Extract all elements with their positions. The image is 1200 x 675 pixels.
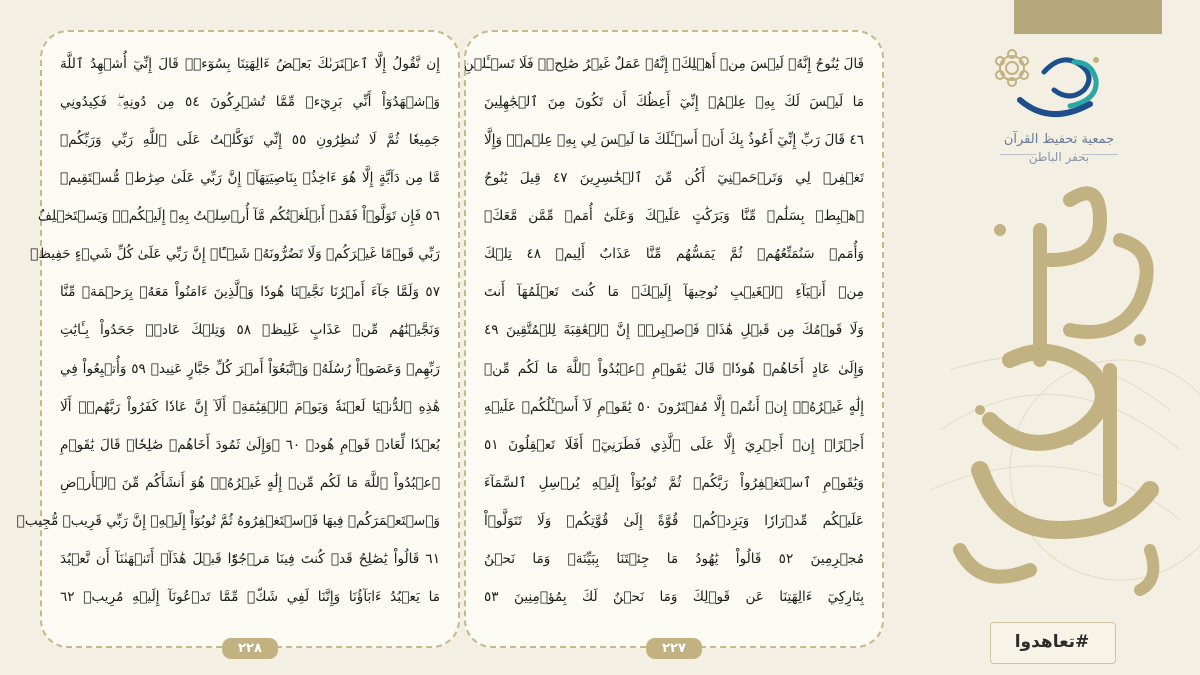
text-line: أَجۡرًاۖ إِنۡ أَجۡرِيَ إِلَّا عَلَى ٱلَّذِي فَطَرَنِيٓۚ أَفَلَا تَعۡقِلُونَ ٥١ <box>484 436 864 453</box>
text-line: ٱعۡبُدُواْ ٱللَّهَ مَا لَكُم مِّنۡ إِلَٰهٍ غَيۡرُهُۥۖ هُوَ أَنشَأَكُم مِّنَ ٱلۡأَرۡضِ <box>60 474 440 491</box>
corner-decoration <box>1014 0 1162 34</box>
text-line: وَيَٰقَوۡمِ ٱسۡتَغۡفِرُواْ رَبَّكُمۡ ثُمَّ تُوبُوٓاْ إِلَيۡهِ يُرۡسِلِ ٱلسَّمَآءَ <box>484 474 864 491</box>
text-line: عَلَيۡكُم مِّدۡرَارٗا وَيَزِدۡكُمۡ قُوَّةً إِلَىٰ قُوَّتِكُمۡ وَلَا تَتَوَلَّوۡاْ <box>484 512 864 529</box>
calligraphy-artwork <box>920 170 1190 610</box>
text-line: ٦١ قَالُواْ يَٰصَٰلِحُ قَدۡ كُنتَ فِينَا مَرۡجُوّٗا قَبۡلَ هَٰذَآۖ أَتَنۡهَىٰنَآ أَن نَّعۡبُدَ <box>60 550 440 567</box>
text-line: وَٱسۡتَعۡمَرَكُمۡ فِيهَا فَٱسۡتَغۡفِرُوهُ ثُمَّ تُوبُوٓاْ إِلَيۡهِۚ إِنَّ رَبِّي قَرِيبٞ مُّجِيبٞ <box>16 512 440 529</box>
page-text <box>16 50 441 612</box>
text-line: مِنۡ أَنۢبَآءِ ٱلۡغَيۡبِ نُوحِيهَآ إِلَيۡكَۖ مَا كُنتَ تَعۡلَمُهَآ أَنتَ <box>484 284 864 301</box>
text-line: وَلَا قَوۡمُكَ مِن قَبۡلِ هَٰذَاۖ فَٱصۡبِرۡۖ إِنَّ ٱلۡعَٰقِبَةَ لِلۡمُتَّقِينَ ٤٩ <box>484 322 864 339</box>
text-line: وَأُمَمٞ سَنُمَتِّعُهُمۡ ثُمَّ يَمَسُّهُم مِّنَّا عَذَابٌ أَلِيمٞ ٤٨ تِلۡكَ <box>484 246 864 263</box>
text-line: مَا لَيۡسَ لَكَ بِهِۦ عِلۡمٌۖ إِنِّيٓ أَعِظُكَ أَن تَكُونَ مِنَ ٱلۡجَٰهِلِينَ <box>484 94 864 111</box>
text-line: إِلَٰهٍ غَيۡرُهُۥٓۖ إِنۡ أَنتُمۡ إِلَّا مُفۡتَرُونَ ٥٠ يَٰقَوۡمِ لَآ أَسۡـَٔلُكُمۡ عَلَيۡهِ <box>484 398 864 415</box>
organization-city: بحفر الباطن <box>1028 150 1090 164</box>
text-line: مُجۡرِمِينَ ٥٢ قَالُواْ يَٰهُودُ مَا جِئۡتَنَا بِبَيِّنَةٖ وَمَا نَحۡنُ <box>484 550 864 567</box>
text-line: رَبِّهِمۡ وَعَصَوۡاْ رُسُلَهُۥ وَٱتَّبَعُوٓاْ أَمۡرَ كُلِّ جَبَّارٍ عَنِيدٖ ٥٩ وَأُتۡبِعُواْ فِي <box>60 360 440 377</box>
calligraphy-word-icon <box>920 170 1190 610</box>
text-line: وَٱشۡهَدُوٓاْ أَنِّي بَرِيٓءٞ مِّمَّا تُشۡرِكُونَ ٥٤ مِن دُونِهِۦۖ فَكِيدُونِي <box>60 94 440 111</box>
logo-mark-icon <box>984 42 1134 132</box>
text-line: بِتَارِكِيٓ ءَالِهَتِنَا عَن قَوۡلِكَ وَمَا نَحۡنُ لَكَ بِمُؤۡمِنِينَ ٥٣ <box>484 588 864 605</box>
text-line: هَٰذِهِ ٱلدُّنۡيَا لَعۡنَةٗ وَيَوۡمَ ٱلۡقِيَٰمَةِۗ أَلَآ إِنَّ عَادٗا كَفَرُواْ رَبَّهُمۡۗ أَلَا <box>60 398 440 415</box>
page-number: ٢٢٧ <box>646 638 702 659</box>
text-line: بُعۡدٗا لِّعَادٖ قَوۡمِ هُودٖ ٦٠ ۞وَإِلَىٰ ثَمُودَ أَخَاهُمۡ صَٰلِحٗاۚ قَالَ يَٰقَوۡمِ <box>60 436 441 453</box>
text-line: رَبِّي قَوۡمًا غَيۡرَكُمۡ وَلَا تَضُرُّونَهُۥ شَيۡـًٔاۚ إِنَّ رَبِّي عَلَىٰ كُلِّ شَيۡءٍ حَفِيظٞ <box>30 246 440 263</box>
text-line: وَنَجَّيۡنَٰهُم مِّنۡ عَذَابٍ غَلِيظٖ ٥٨ وَتِلۡكَ عَادٞۖ جَحَدُواْ بِـَٔايَٰتِ <box>60 322 441 339</box>
text-line: مَّا مِن دَآبَّةٍ إِلَّا هُوَ ءَاخِذُۢ بِنَاصِيَتِهَآۚ إِنَّ رَبِّي عَلَىٰ صِرَٰطٖ مُّسۡتَقِيمٖ <box>60 170 440 187</box>
text-line: ٤٦ قَالَ رَبِّ إِنِّيٓ أَعُوذُ بِكَ أَنۡ أَسۡـَٔلَكَ مَا لَيۡسَ لِي بِهِۦ عِلۡمٞۖ وَإِلَّا <box>484 132 864 149</box>
text-line: ٥٧ وَلَمَّا جَآءَ أَمۡرُنَا نَجَّيۡنَا هُودٗا وَٱلَّذِينَ ءَامَنُواْ مَعَهُۥ بِرَحۡمَةٖ مِّنَّا <box>60 284 440 301</box>
text-line: وَإِلَىٰ عَادٍ أَخَاهُمۡ هُودٗاۚ قَالَ يَٰقَوۡمِ ٱعۡبُدُواْ ٱللَّهَ مَا لَكُم مِّنۡ <box>484 360 864 377</box>
text-line: مَا يَعۡبُدُ ءَابَآؤُنَا وَإِنَّنَا لَفِي شَكّٖ مِّمَّا تَدۡعُونَآ إِلَيۡهِ مُرِيبٖ ٦٢ <box>60 588 440 605</box>
text-line: ٱهۡبِطۡ بِسَلَٰمٖ مِّنَّا وَبَرَكَٰتٍ عَلَيۡكَ وَعَلَىٰٓ أُمَمٖ مِّمَّن مَّعَكَۚ <box>484 208 864 225</box>
organization-name: جمعية تحفيظ القرآن <box>1003 132 1115 147</box>
page-text <box>463 50 864 612</box>
text-line: تَغۡفِرۡ لِي وَتَرۡحَمۡنِيٓ أَكُن مِّنَ ٱلۡخَٰسِرِينَ ٤٧ قِيلَ يَٰنُوحُ <box>484 170 864 187</box>
quran-page-right <box>463 30 884 656</box>
text-line: جَمِيعٗا ثُمَّ لَا تُنظِرُونِ ٥٥ إِنِّي تَوَكَّلۡتُ عَلَى ٱللَّهِ رَبِّي وَرَبِّكُمۚ <box>60 132 440 149</box>
text-line: قَالَ يَٰنُوحُ إِنَّهُۥ لَيۡسَ مِنۡ أَهۡلِكَۖ إِنَّهُۥ عَمَلٌ غَيۡرُ صَٰلِحٖۖ فَلَا تَسۡـَٔلۡنِ <box>463 56 864 72</box>
quran-page-left <box>16 30 460 656</box>
hashtag: #تعاهدوا <box>1014 632 1090 652</box>
page-number: ٢٢٨ <box>222 638 278 659</box>
text-line: إِن نَّقُولُ إِلَّا ٱعۡتَرَىٰكَ بَعۡضُ ءَالِهَتِنَا بِسُوٓءٖۗ قَالَ إِنِّيٓ أُشۡهِدُ ٱللَّهَ <box>60 56 440 72</box>
text-line: ٥٦ فَإِن تَوَلَّوۡاْ فَقَدۡ أَبۡلَغۡتُكُم مَّآ أُرۡسِلۡتُ بِهِۦٓ إِلَيۡكُمۡۚ وَيَسۡتَخۡلِفُ <box>37 208 440 225</box>
